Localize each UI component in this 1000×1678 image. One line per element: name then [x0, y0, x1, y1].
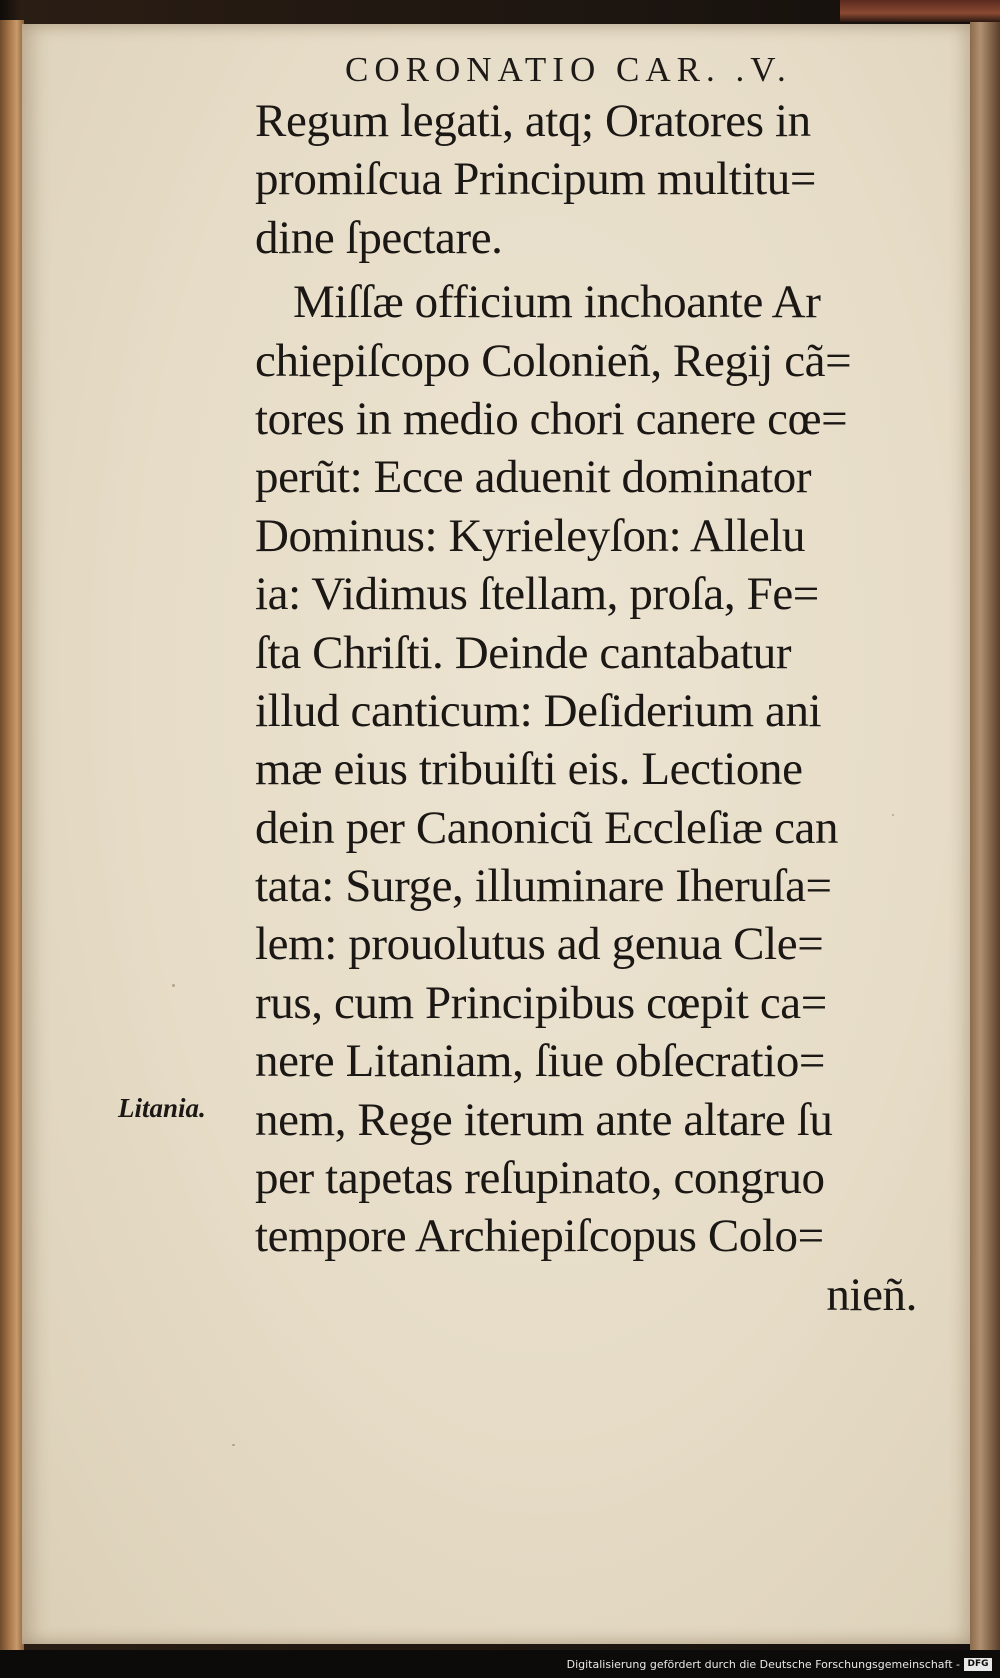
text-line: nere Litaniam, ſiue obſecratio=	[255, 1035, 826, 1088]
text-line: dein per Canonicũ Eccleſiæ can	[255, 801, 839, 854]
text-line: promiſcua Principum multitu=	[255, 153, 816, 206]
text-line: tata: Surge, illuminare Iheruſa=	[255, 860, 832, 913]
text-line: ia: Vidimus ſtellam, proſa, Fe=	[255, 568, 819, 621]
book-cover-edge	[840, 0, 1000, 22]
text-line: Dominus: Kyrieleyſon: Allelu	[255, 509, 806, 562]
text-line: tempore Archiepiſcopus Colo=	[255, 1210, 824, 1263]
book-binding-right	[970, 0, 1000, 1650]
text-line: dine ſpectare.	[255, 211, 503, 264]
digitization-credit: Digitalisierung gefördert durch die Deutsche Forschungsgemeinschaft -	[566, 1658, 960, 1671]
text-line: lem: prouolutus ad genua Cle=	[255, 918, 824, 971]
text-line: ſta Chriſti. Deinde cantabatur	[255, 626, 792, 679]
text-line: rus, cum Principibus cœpit ca=	[255, 976, 827, 1029]
text-line: perũt: Ecce aduenit dominator	[255, 451, 812, 504]
paper-speck	[232, 1444, 235, 1446]
marginal-note: Litania.	[118, 1093, 206, 1123]
dfg-logo-icon: DFG	[964, 1658, 992, 1671]
body-text	[255, 92, 955, 1324]
text-line: illud canticum: Deſiderium ani	[255, 684, 822, 737]
text-line: chiepiſcopo Colonieñ, Regij cã=	[255, 334, 852, 387]
text-line: tores in medio chori canere cœ=	[255, 392, 848, 445]
text-line: Regum legati, atq; Oratores in	[255, 95, 811, 147]
running-head: CORONATIO CAR. .V.	[345, 50, 792, 89]
text-line: Miſſæ officium inchoante Ar	[293, 276, 821, 329]
text-line: mæ eius tribuiſti eis. Lectione	[255, 743, 803, 796]
text-line: nem, Rege iterum ante altare ſu	[255, 1093, 833, 1146]
footer-strip	[0, 1650, 1000, 1678]
book-binding-left	[0, 20, 24, 1650]
text-line: per tapetas reſupinato, congruo	[255, 1152, 825, 1205]
catchword: nieñ.	[826, 1268, 917, 1321]
paper-speck	[172, 984, 175, 987]
